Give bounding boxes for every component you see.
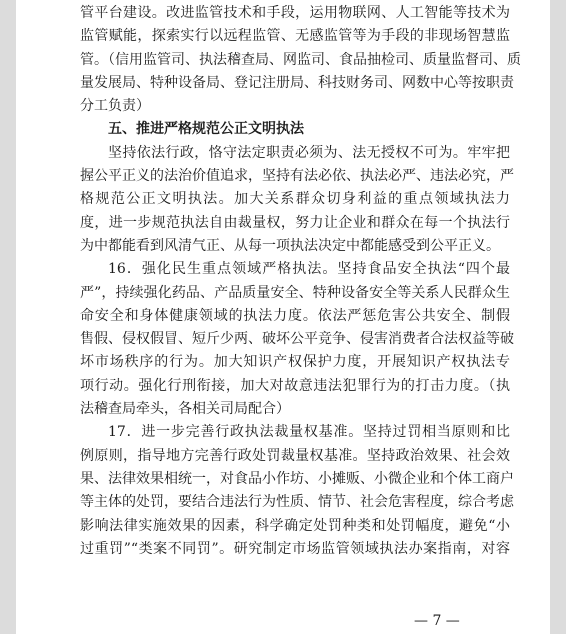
text-line: 管。（信用监管司、执法稽查局、网监司、食品抽检司、质量监督司、质 [80, 51, 521, 68]
text-line: 果、法律效果相统一，对食品小作坊、小摊贩、小微企业和个体工商户 [80, 470, 514, 487]
text-line: 格规范公正文明执法。加大关系群众切身利益的重点领域执法力 [80, 191, 510, 208]
text-line: 命安全和身体健康领域的执法力度。依法严惩危害公共安全、制假 [80, 307, 510, 324]
text-line: 等主体的处罚，要结合违法行为性质、情节、社会危害程度，综合考虑 [80, 494, 514, 511]
document-page [16, 0, 550, 634]
body-text [80, 2, 521, 561]
page-number: — 7 — [414, 613, 460, 629]
text-line: 量发展局、特种设备局、登记注册局、科技财务司、网数中心等按职责 [80, 74, 514, 91]
text-line: 售假、侵权假冒、短斤少两、破坏公平竞争、侵害消费者合法权益等破 [80, 331, 514, 348]
text-line: 过重罚”“类案不同罚”。研究制定市场监管领域执法办案指南，对容 [80, 540, 510, 557]
text-line: 握公平正义的法治价值追求，坚持有法必依、执法必严、违法必究，严 [80, 168, 514, 185]
text-line: 16．强化民生重点领域严格执法。坚持食品安全执法“四个最 [108, 261, 510, 278]
text-line: 坏市场秩序的行为。加大知识产权保护力度，开展知识产权执法专 [80, 354, 510, 371]
text-line: 例原则，指导地方完善行政处罚裁量权基准。坚持政治效果、社会效 [80, 447, 510, 464]
text-line: 项行动。强化行刑衔接，加大对故意违法犯罪行为的打击力度。（执 [80, 377, 510, 394]
text-line: 影响法律实施效果的因素，科学确定处罚种类和处罚幅度，避免“小 [80, 517, 510, 534]
text-line: 管平台建设。改进监管技术和手段，运用物联网、人工智能等技术为 [80, 5, 510, 21]
text-line: 法稽查局牵头，各相关司局配合） [80, 401, 290, 418]
text-line: 为中都能看到风清气正、从每一项执法决定中都能感受到公平正义。 [80, 237, 500, 254]
section-heading: 五、推进严格规范公正文明执法 [108, 121, 304, 138]
text-line: 17．进一步完善行政执法裁量权基准。坚持过罚相当原则和比 [108, 424, 510, 441]
text-line: 分工负责） [80, 98, 150, 115]
text-line: 监管赋能，探索实行以远程监管、无感监管等为手段的非现场智慧监 [80, 28, 510, 45]
text-line: 度，进一步规范执法自由裁量权，努力让企业和群众在每一个执法行 [80, 214, 510, 231]
text-line: 坚持依法行政，恪守法定职责必须为、法无授权不可为。牢牢把 [108, 144, 510, 161]
text-line: 严”，持续强化药品、产品质量安全、特种设备安全等关系人民群众生 [80, 284, 510, 301]
